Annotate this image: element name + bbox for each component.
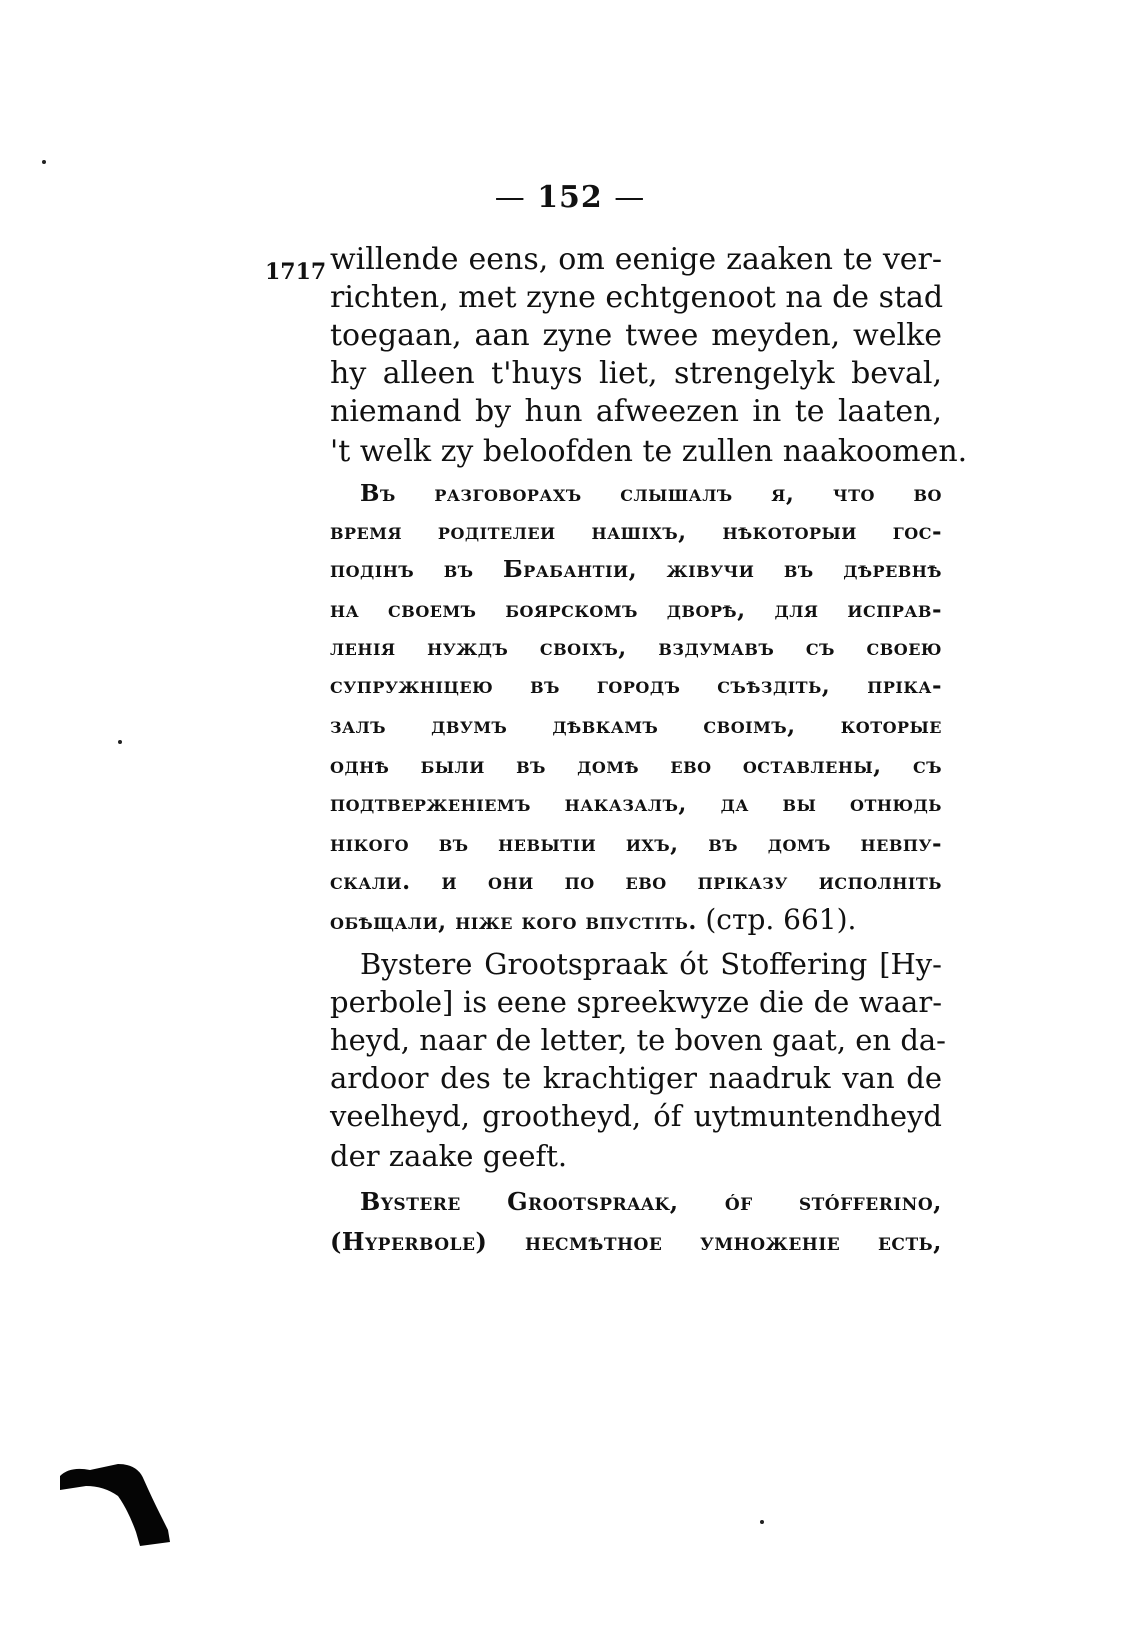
text-line: Bystere Grootspraak ót Stoffering [Hy- [360,947,942,981]
text-line: toegaan, aan zyne twee meyden, welke [330,318,942,353]
ink-smudge [60,1460,180,1550]
scan-speck [760,1520,764,1524]
text-line: der zaake geeft. [330,1139,568,1173]
text-line: perbole] is eene spreekwyze die de waar- [330,985,942,1019]
text-line: richten, met zyne echtgenoot na de stad [330,280,944,315]
russian-line: время родітелеи нашіхъ, нѣкоторыи гос- [330,518,942,545]
russian-line: залъ двумъ дѣвкамъ своімъ, которые [330,712,942,739]
russian-line-text: обѣщали, ніже кого впустіть. [330,908,697,935]
russian-line: подінъ въ Брабантіи, жівучи въ дѣревнѣ [330,556,942,583]
text-line: ardoor des te krachtiger naadruk van de [330,1061,942,1095]
page-header [0,180,1140,215]
russian-line: на своемъ боярскомъ дворѣ, для исправ- [330,596,942,623]
russian-line: ленія нуждъ своіхъ, вздумавъ съ своею [330,634,942,661]
scan-speck [118,740,122,744]
text-line: niemand by hun afweezen in te laaten, [330,394,942,429]
scan-speck [42,160,46,164]
russian-line: подтверженіемъ наказалъ, да вы отнюдь [330,790,942,817]
text-line: heyd, naar de letter, te boven gaat, en da- [330,1023,946,1057]
header-dash-left: — [494,180,526,215]
russian-line: нікого въ невытіи ихъ, въ домъ невпу- [330,830,942,857]
text-line: hy alleen t'huys liet, strengelyk beval, [330,356,942,391]
small-caps-line: (Hyperbole) несмѣтное умноженіе есть, [330,1227,942,1256]
russian-line: однѣ были въ домѣ ево оставлены, съ [330,752,942,779]
text-line: veelheyd, grootheyd, óf uytmuntendheyd [330,1099,942,1133]
russian-line: скали. и они по ево пріказу исполніть [330,868,942,895]
text-line: 't welk zy beloofden te zullen naakoomen. [330,434,968,469]
margin-year: 1717 [265,259,327,285]
russian-line: Въ разговорахъ слышалъ я, что во [360,480,942,507]
page-citation: (стр. 661). [705,903,857,936]
small-caps-line: Bystere Grootspraak, óf stófferino, [360,1187,942,1216]
page-number: 152 [537,180,603,215]
russian-line: супружніцею въ городъ съѣздіть, пріка- [330,672,942,699]
header-dash-right: — [614,180,646,215]
text-line: willende eens, om eenige zaaken te ver- [330,242,942,277]
russian-line-last [330,900,942,940]
